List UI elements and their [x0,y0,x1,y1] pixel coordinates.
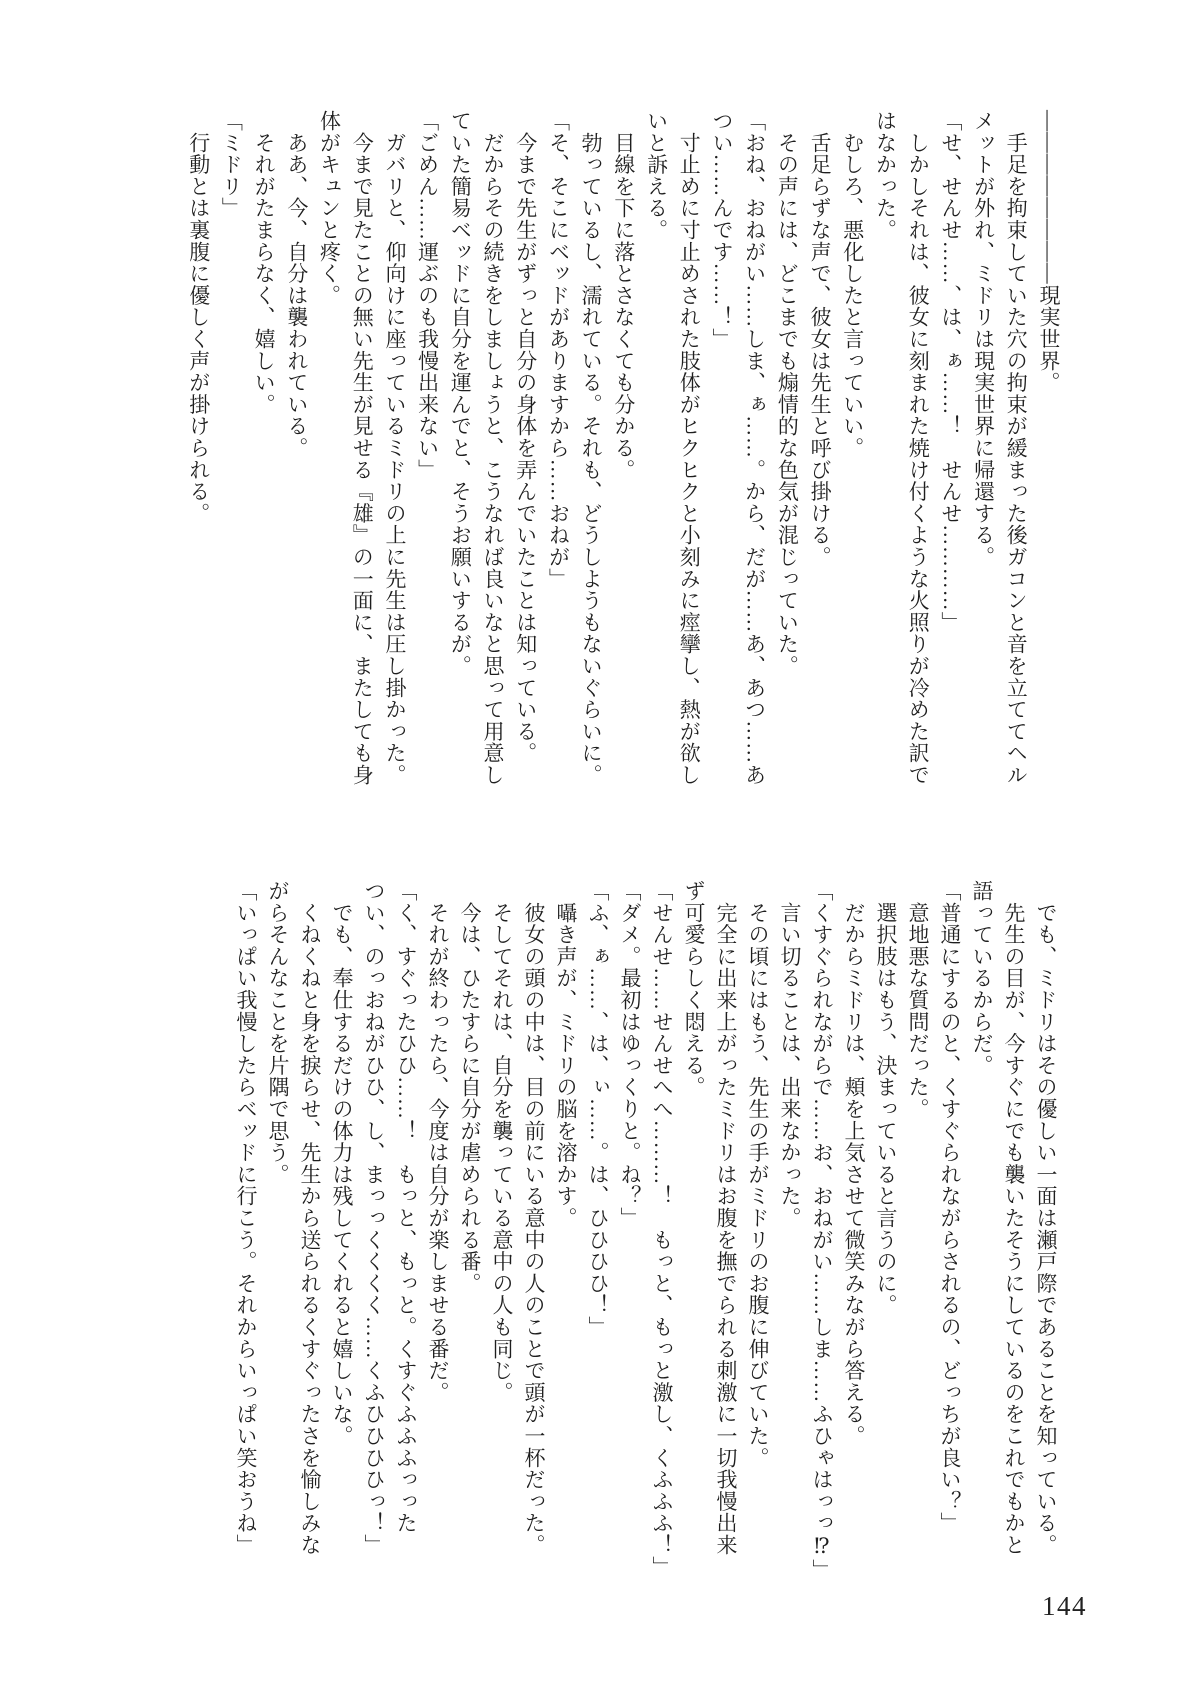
text-line: だからその続きをしましょうと、こうなれば良いなと思って用意し [481,110,506,786]
text-line: 彼女の頭の中は、目の前にいる意中の人のことで頭が一杯だった。 [522,880,546,1556]
text-line: ああ、今、自分は襲われている。 [284,110,309,459]
text-line: それがたまらなく、嬉しい。 [252,110,277,416]
text-line: はなかった。 [873,110,898,241]
text-line: 寸止めに寸止めされた肢体がヒクヒクと小刻みに痙攣し、熱が欲し [677,110,702,786]
text-line: 「ダメ。最初はゆっくりと。ね？」 [618,880,642,1229]
bottom-text-block [230,880,1062,1581]
text-line: その頃にはもう、先生の手がミドリのお腹に伸びていた。 [746,880,770,1469]
text-line: くねくねと身を捩らせ、先生から送られるくすぐったさを愉しみな [298,880,322,1556]
text-line: 「く、すぐったひひ……！ もっと、もっと。くすぐふふふっった [394,880,418,1534]
text-line: 目線を下に落とさなくても分かる。 [611,110,636,481]
text-line: ず可愛らしく悶える。 [682,880,706,1098]
text-line: 「ふ、ぁ……、は、ぃ……。は、ひひひひ！」 [586,880,610,1338]
text-line: がらそんなことを片隅で思う。 [266,880,290,1186]
text-line: 今まで先生がずっと自分の身体を弄んでいたことは知っている。 [513,110,538,764]
text-line: 「普通にするのと、くすぐられながらされるの、どっちが良い？」 [938,880,962,1534]
text-line: つい、のっおねがひひ、し、まっっくくくく……くふひひひひっ！」 [362,880,386,1556]
text-line: 体がキュンと疼く。 [317,110,342,307]
text-line: 「そ、そこにベッドがありますから……おねが」 [546,110,571,590]
text-line: つい……んです……！」 [709,110,734,350]
text-line: 語っているからだ。 [970,880,994,1077]
text-line: 選択肢はもう、決まっていると言うのに。 [874,880,898,1316]
text-line: でも、ミドリはその優しい一面は瀬戸際であることを知っている。 [1034,880,1058,1556]
text-line: 「せ、せんせ……、は、ぁ……！ せんせ…………」 [938,110,963,634]
text-line: でも、奉仕するだけの体力は残してくれると嬉しいな。 [330,880,354,1447]
text-line: 今は、ひたすらに自分が虐められる番。 [458,880,482,1295]
text-line: しかしそれは、彼女に刻まれた焼け付くような火照りが冷めた訳で [906,110,931,786]
text-line: 勃っているし、濡れている。それも、どうしようもないぐらいに。 [579,110,604,786]
text-line: 行動とは裏腹に優しく声が掛けられる。 [186,110,211,525]
text-line: 「せんせ……せんせへへ………！ もっと、もっと激し、くふふふ！」 [650,880,674,1578]
top-text-block [182,110,1065,816]
text-line: 囁き声が、ミドリの脳を溶かす。 [554,880,578,1229]
text-line: 手足を拘束していた穴の拘束が緩まった後ガコンと音を立ててヘル [1004,110,1029,786]
text-line: 「いっぱい我慢したらベッドに行こう。それからいっぱい笑おうね」 [234,880,258,1556]
text-line: 「ミドリ」 [219,110,244,219]
text-line: ――――――――現実世界。 [1037,110,1061,394]
text-line: 「ごめん……運ぶのも我慢出来ない」 [415,110,440,481]
page-number: 144 [1042,1591,1087,1621]
text-line: ガバリと、仰向けに座っているミドリの上に先生は圧し掛かった。 [382,110,407,786]
text-line: そしてそれは、自分を襲っている意中の人も同じ。 [490,880,514,1404]
text-line: 今まで見たことの無い先生が見せる『雄』の一面に、またしても身 [350,110,375,786]
text-line: 意地悪な質問だった。 [906,880,930,1120]
text-line: 舌足らずな声で、彼女は先生と呼び掛ける。 [808,110,833,568]
text-line: それが終わったら、今度は自分が楽しませる番だ。 [426,880,450,1404]
text-line: だからミドリは、頬を上気させて微笑みながら答える。 [842,880,866,1447]
text-line: 先生の目が、今すぐにでも襲いたそうにしているのをこれでもかと [1002,880,1026,1556]
text-line: 「くすぐられながらで……お、おねがい……しま……ふひゃはっっ⁉」 [810,880,834,1581]
text-line: 「おね、おねがい……しま、ぁ……。から、だが……あ、あつ……あ [742,110,767,786]
text-line: ていた簡易ベッドに自分を運んでと、そうお願いするが。 [448,110,473,677]
text-line: その声には、どこまでも煽情的な色気が混じっていた。 [775,110,800,677]
text-line: むしろ、悪化したと言っていい。 [840,110,865,459]
text-line: 言い切ることは、出来なかった。 [778,880,802,1229]
text-line: メットが外れ、ミドリは現実世界に帰還する。 [971,110,996,568]
text-line: いと訴える。 [644,110,669,241]
text-line: 完全に出来上がったミドリはお腹を撫でられる刺激に一切我慢出来 [714,880,738,1556]
